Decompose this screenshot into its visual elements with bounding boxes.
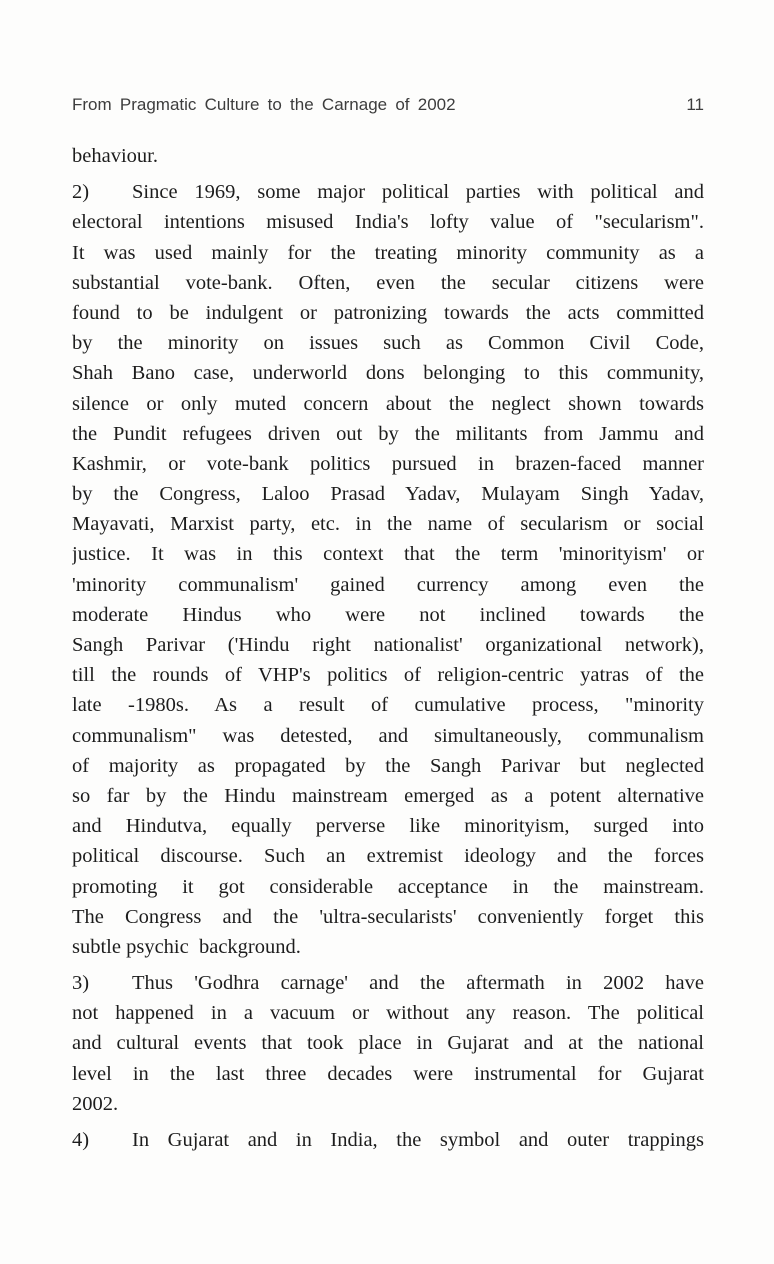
text-line [72,968,704,998]
line-text: In Gujarat and in India, the symbol and outer trappings [132,1129,704,1151]
header-page-number: 11 [686,95,704,114]
text-line [72,932,704,962]
line-text: silence or only muted concern about the neglect shown towards [72,392,704,415]
header-title: From Pragmatic Culture to the Carnage of 2002 [72,95,456,114]
line-text: moderate Hindus who were not inclined towards the [72,603,704,626]
line-text: The Congress and the 'ultra-secularists' conveniently forget this [72,905,704,928]
text-line [72,419,704,449]
text-line [72,1125,704,1155]
line-text: electoral intentions misused India's lofty value of "secularism". [72,211,704,234]
line-text: Thus 'Godhra carnage' and the aftermath in 2002 have [132,972,704,995]
running-header [72,95,704,115]
text-line [72,389,704,419]
text-line [72,811,704,841]
line-text: Mayavati, Marxist party, etc. in the name of secularism or social [72,513,704,536]
paragraph-number: 4) [72,1129,90,1151]
text-line [72,1028,704,1058]
line-text: the Pundit refugees driven out by the militants from Jammu and [72,422,704,445]
text-line [72,998,704,1028]
paragraph [72,1125,704,1155]
text-line [72,570,704,600]
line-text: Since 1969, some major political parties with political and [132,181,704,204]
paragraph-number: 3) [72,972,90,995]
text-line [72,1059,704,1089]
text-line [72,238,704,268]
paragraph [72,177,704,962]
text-line [72,841,704,871]
text-line [72,328,704,358]
line-text: promoting it got considerable acceptance in the mainstream. [72,875,704,898]
text-line [72,690,704,720]
text-line [72,358,704,388]
text-block [72,141,704,1155]
paragraph-number: 2) [72,181,90,204]
line-text: of majority as propagated by the Sangh Parivar but neglected [72,754,704,777]
line-text: Kashmir, or vote-bank politics pursued in brazen-faced manner [72,452,704,475]
line-text: not happened in a vacuum or without any reason. The political [72,1002,704,1025]
text-line [72,660,704,690]
line-text: Sangh Parivar ('Hindu right nationalist' organizational network), [72,634,704,656]
text-line [72,751,704,781]
line-text: substantial vote-bank. Often, even the secular citizens were [72,271,704,294]
line-text: so far by the Hindu mainstream emerged as a potent alternative [72,784,704,807]
line-text: by the minority on issues such as Common Civil Code, [72,332,704,355]
line-text: Shah Bano case, underworld dons belonging to this community, [72,362,704,385]
text-line [72,449,704,479]
line-text: behaviour. [72,145,158,167]
text-line [72,1089,704,1119]
line-text: 'minority communalism' gained currency among even the [72,573,704,596]
text-line [72,721,704,751]
text-line [72,902,704,932]
line-text: till the rounds of VHP's politics of religion-centric yatras of the [72,664,704,687]
line-text: late -1980s. As a result of cumulative process, "minority [72,694,704,717]
line-text: political discourse. Such an extremist ideology and the forces [72,845,704,868]
text-line [72,872,704,902]
line-text: communalism" was detested, and simultaneously, communalism [72,724,704,747]
text-line [72,600,704,630]
line-text: and cultural events that took place in Gujarat and at the national [72,1032,704,1055]
line-text: subtle psychic background. [72,935,301,958]
text-line [72,479,704,509]
text-line [72,630,704,660]
text-line [72,781,704,811]
text-line [72,539,704,569]
line-text: level in the last three decades were instrumental for Gujarat [72,1062,704,1085]
text-line [72,509,704,539]
line-text: 2002. [72,1092,119,1115]
text-line [72,141,704,171]
line-text: and Hindutva, equally perverse like minorityism, surged into [72,815,704,838]
line-text: found to be indulgent or patronizing towards the acts committed [72,301,704,324]
paragraph [72,141,704,171]
line-text: It was used mainly for the treating minority community as a [72,241,704,264]
text-line [72,268,704,298]
text-line [72,207,704,237]
text-line [72,298,704,328]
line-text: by the Congress, Laloo Prasad Yadav, Mulayam Singh Yadav, [72,483,704,506]
paragraph [72,968,704,1119]
text-line [72,177,704,207]
line-text: justice. It was in this context that the term 'minorityism' or [72,543,704,566]
